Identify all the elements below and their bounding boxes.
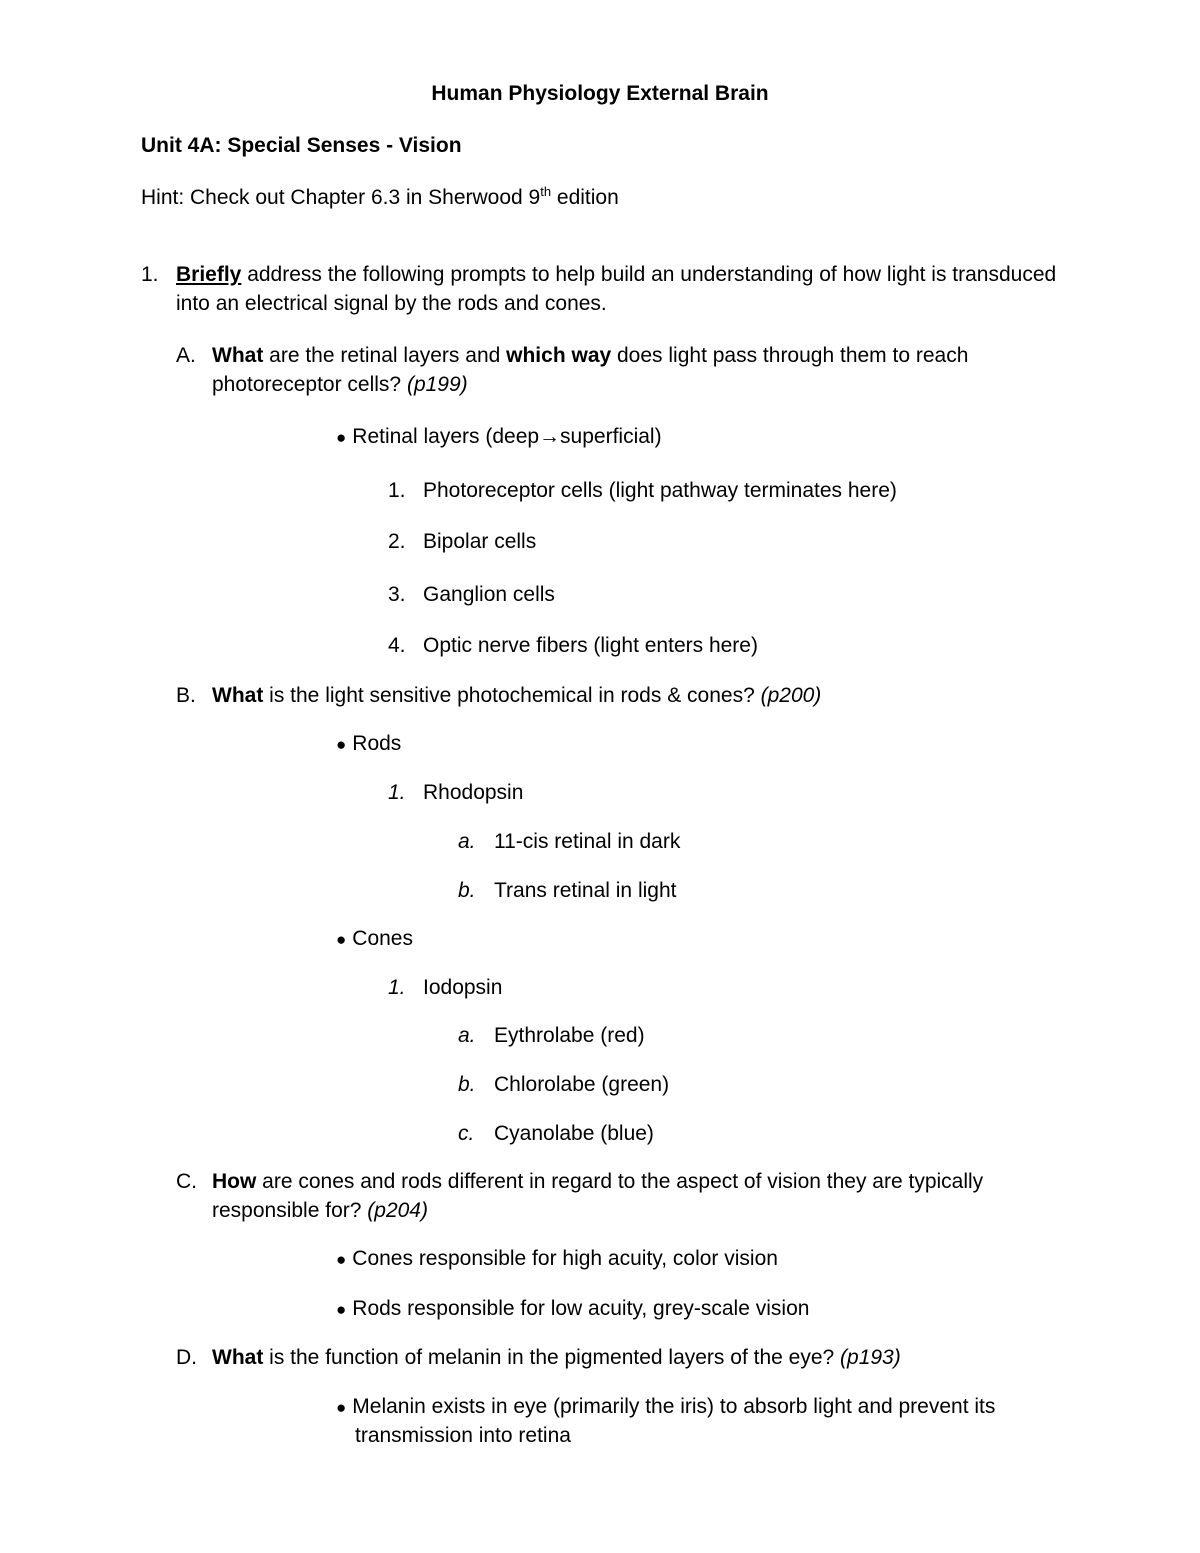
cones-pigment: Iodopsin bbox=[423, 976, 503, 999]
list-item: Optic nerve fibers (light enters here) bbox=[423, 634, 758, 657]
list-item-number: 4. bbox=[388, 634, 406, 657]
list-item: Photoreceptor cells (light pathway terminates here) bbox=[423, 479, 897, 502]
list-item-number: 2. bbox=[388, 530, 406, 553]
part-c-bullet-text: Cones responsible for high acuity, color vision bbox=[352, 1247, 778, 1270]
document-title: Human Physiology External Brain bbox=[431, 82, 769, 105]
part-c-line-1 bbox=[212, 1168, 983, 1196]
arrow-right-icon: → bbox=[539, 425, 561, 448]
part-d-bullet-line-2: transmission into retina bbox=[355, 1424, 571, 1447]
bullet-icon: ● bbox=[336, 1300, 347, 1319]
bullet-icon: ● bbox=[336, 428, 347, 447]
rods-bullet bbox=[336, 730, 401, 759]
part-a-letter: A. bbox=[176, 344, 196, 367]
question-line-1 bbox=[176, 261, 1056, 289]
cones-label: Cones bbox=[352, 927, 413, 950]
part-a-bullet-end: superficial) bbox=[560, 425, 662, 448]
bullet-icon: ● bbox=[336, 735, 347, 754]
sub-item-letter: a. bbox=[458, 830, 476, 853]
list-item: Bipolar cells bbox=[423, 530, 537, 553]
bullet-icon: ● bbox=[336, 1398, 347, 1417]
bullet-icon: ● bbox=[336, 1250, 347, 1269]
part-a-page-ref: (p199) bbox=[406, 373, 468, 396]
part-c-bullet-text: Rods responsible for low acuity, grey-scale vision bbox=[352, 1297, 810, 1320]
list-item-number: 1. bbox=[388, 479, 406, 502]
part-a-bold-2: which way bbox=[506, 344, 612, 367]
sub-item: Trans retinal in light bbox=[494, 879, 677, 902]
sub-item: Cyanolabe (blue) bbox=[494, 1122, 654, 1145]
part-d-text: is the function of melanin in the pigmented layers of the eye? bbox=[263, 1346, 841, 1369]
part-c-line-2 bbox=[212, 1197, 428, 1225]
part-c-bold: How bbox=[212, 1170, 257, 1193]
part-a-bullet bbox=[336, 423, 662, 452]
part-c-text-2: responsible for? bbox=[212, 1199, 368, 1222]
part-d-line bbox=[212, 1344, 901, 1372]
list-item-number: 1. bbox=[388, 976, 406, 999]
part-d-page-ref: (p193) bbox=[840, 1346, 901, 1369]
hint-line bbox=[141, 184, 619, 212]
sub-item-letter: b. bbox=[458, 879, 476, 902]
sub-item: Eythrolabe (red) bbox=[494, 1024, 645, 1047]
part-d-bullet-text-1: Melanin exists in eye (primarily the iris) to absorb light and prevent its bbox=[352, 1395, 996, 1418]
part-d-letter: D. bbox=[176, 1346, 197, 1369]
hint-superscript: th bbox=[540, 184, 552, 199]
sub-item-letter: b. bbox=[458, 1073, 476, 1096]
sub-item: 11-cis retinal in dark bbox=[494, 830, 681, 853]
part-b-line bbox=[212, 682, 821, 710]
question-line-2: into an electrical signal by the rods and cones. bbox=[176, 292, 607, 315]
sub-item-letter: c. bbox=[458, 1122, 475, 1145]
unit-heading: Unit 4A: Special Senses - Vision bbox=[141, 134, 462, 157]
part-b-text: is the light sensitive photochemical in rods & cones? bbox=[263, 684, 761, 707]
question-text-1: address the following prompts to help build an understanding of how light is transduced bbox=[241, 263, 1057, 286]
cones-bullet bbox=[336, 925, 413, 954]
part-c-bullet bbox=[336, 1295, 809, 1324]
part-c-letter: C. bbox=[176, 1170, 197, 1193]
part-a-line-1 bbox=[212, 342, 968, 370]
part-c-bullet bbox=[336, 1245, 778, 1274]
bullet-icon: ● bbox=[336, 930, 347, 949]
part-a-mid-2: does light pass through them to reach bbox=[611, 344, 969, 367]
part-a-bold-1: What bbox=[212, 344, 264, 367]
list-item: Ganglion cells bbox=[423, 583, 555, 606]
part-b-letter: B. bbox=[176, 684, 196, 707]
rods-label: Rods bbox=[352, 732, 402, 755]
part-a-mid-1: are the retinal layers and bbox=[263, 344, 507, 367]
rods-pigment: Rhodopsin bbox=[423, 781, 524, 804]
part-a-line-2-text: photoreceptor cells? bbox=[212, 373, 407, 396]
list-item-number: 3. bbox=[388, 583, 406, 606]
sub-item: Chlorolabe (green) bbox=[494, 1073, 670, 1096]
list-item-number: 1. bbox=[388, 781, 406, 804]
part-d-bullet bbox=[336, 1393, 995, 1422]
part-b-bold: What bbox=[212, 684, 264, 707]
part-c-text-1: are cones and rods different in regard to the aspect of vision they are typically bbox=[256, 1170, 984, 1193]
hint-suffix: edition bbox=[551, 186, 619, 209]
part-b-page-ref: (p200) bbox=[760, 684, 822, 707]
part-a-line-2 bbox=[212, 371, 468, 399]
part-d-bold: What bbox=[212, 1346, 264, 1369]
part-a-bullet-text: Retinal layers (deep bbox=[352, 425, 540, 448]
part-c-page-ref: (p204) bbox=[367, 1199, 428, 1222]
question-lead-word: Briefly bbox=[176, 263, 242, 286]
sub-item-letter: a. bbox=[458, 1024, 476, 1047]
question-number: 1. bbox=[141, 263, 159, 286]
hint-text: Hint: Check out Chapter 6.3 in Sherwood 9 bbox=[141, 186, 541, 209]
